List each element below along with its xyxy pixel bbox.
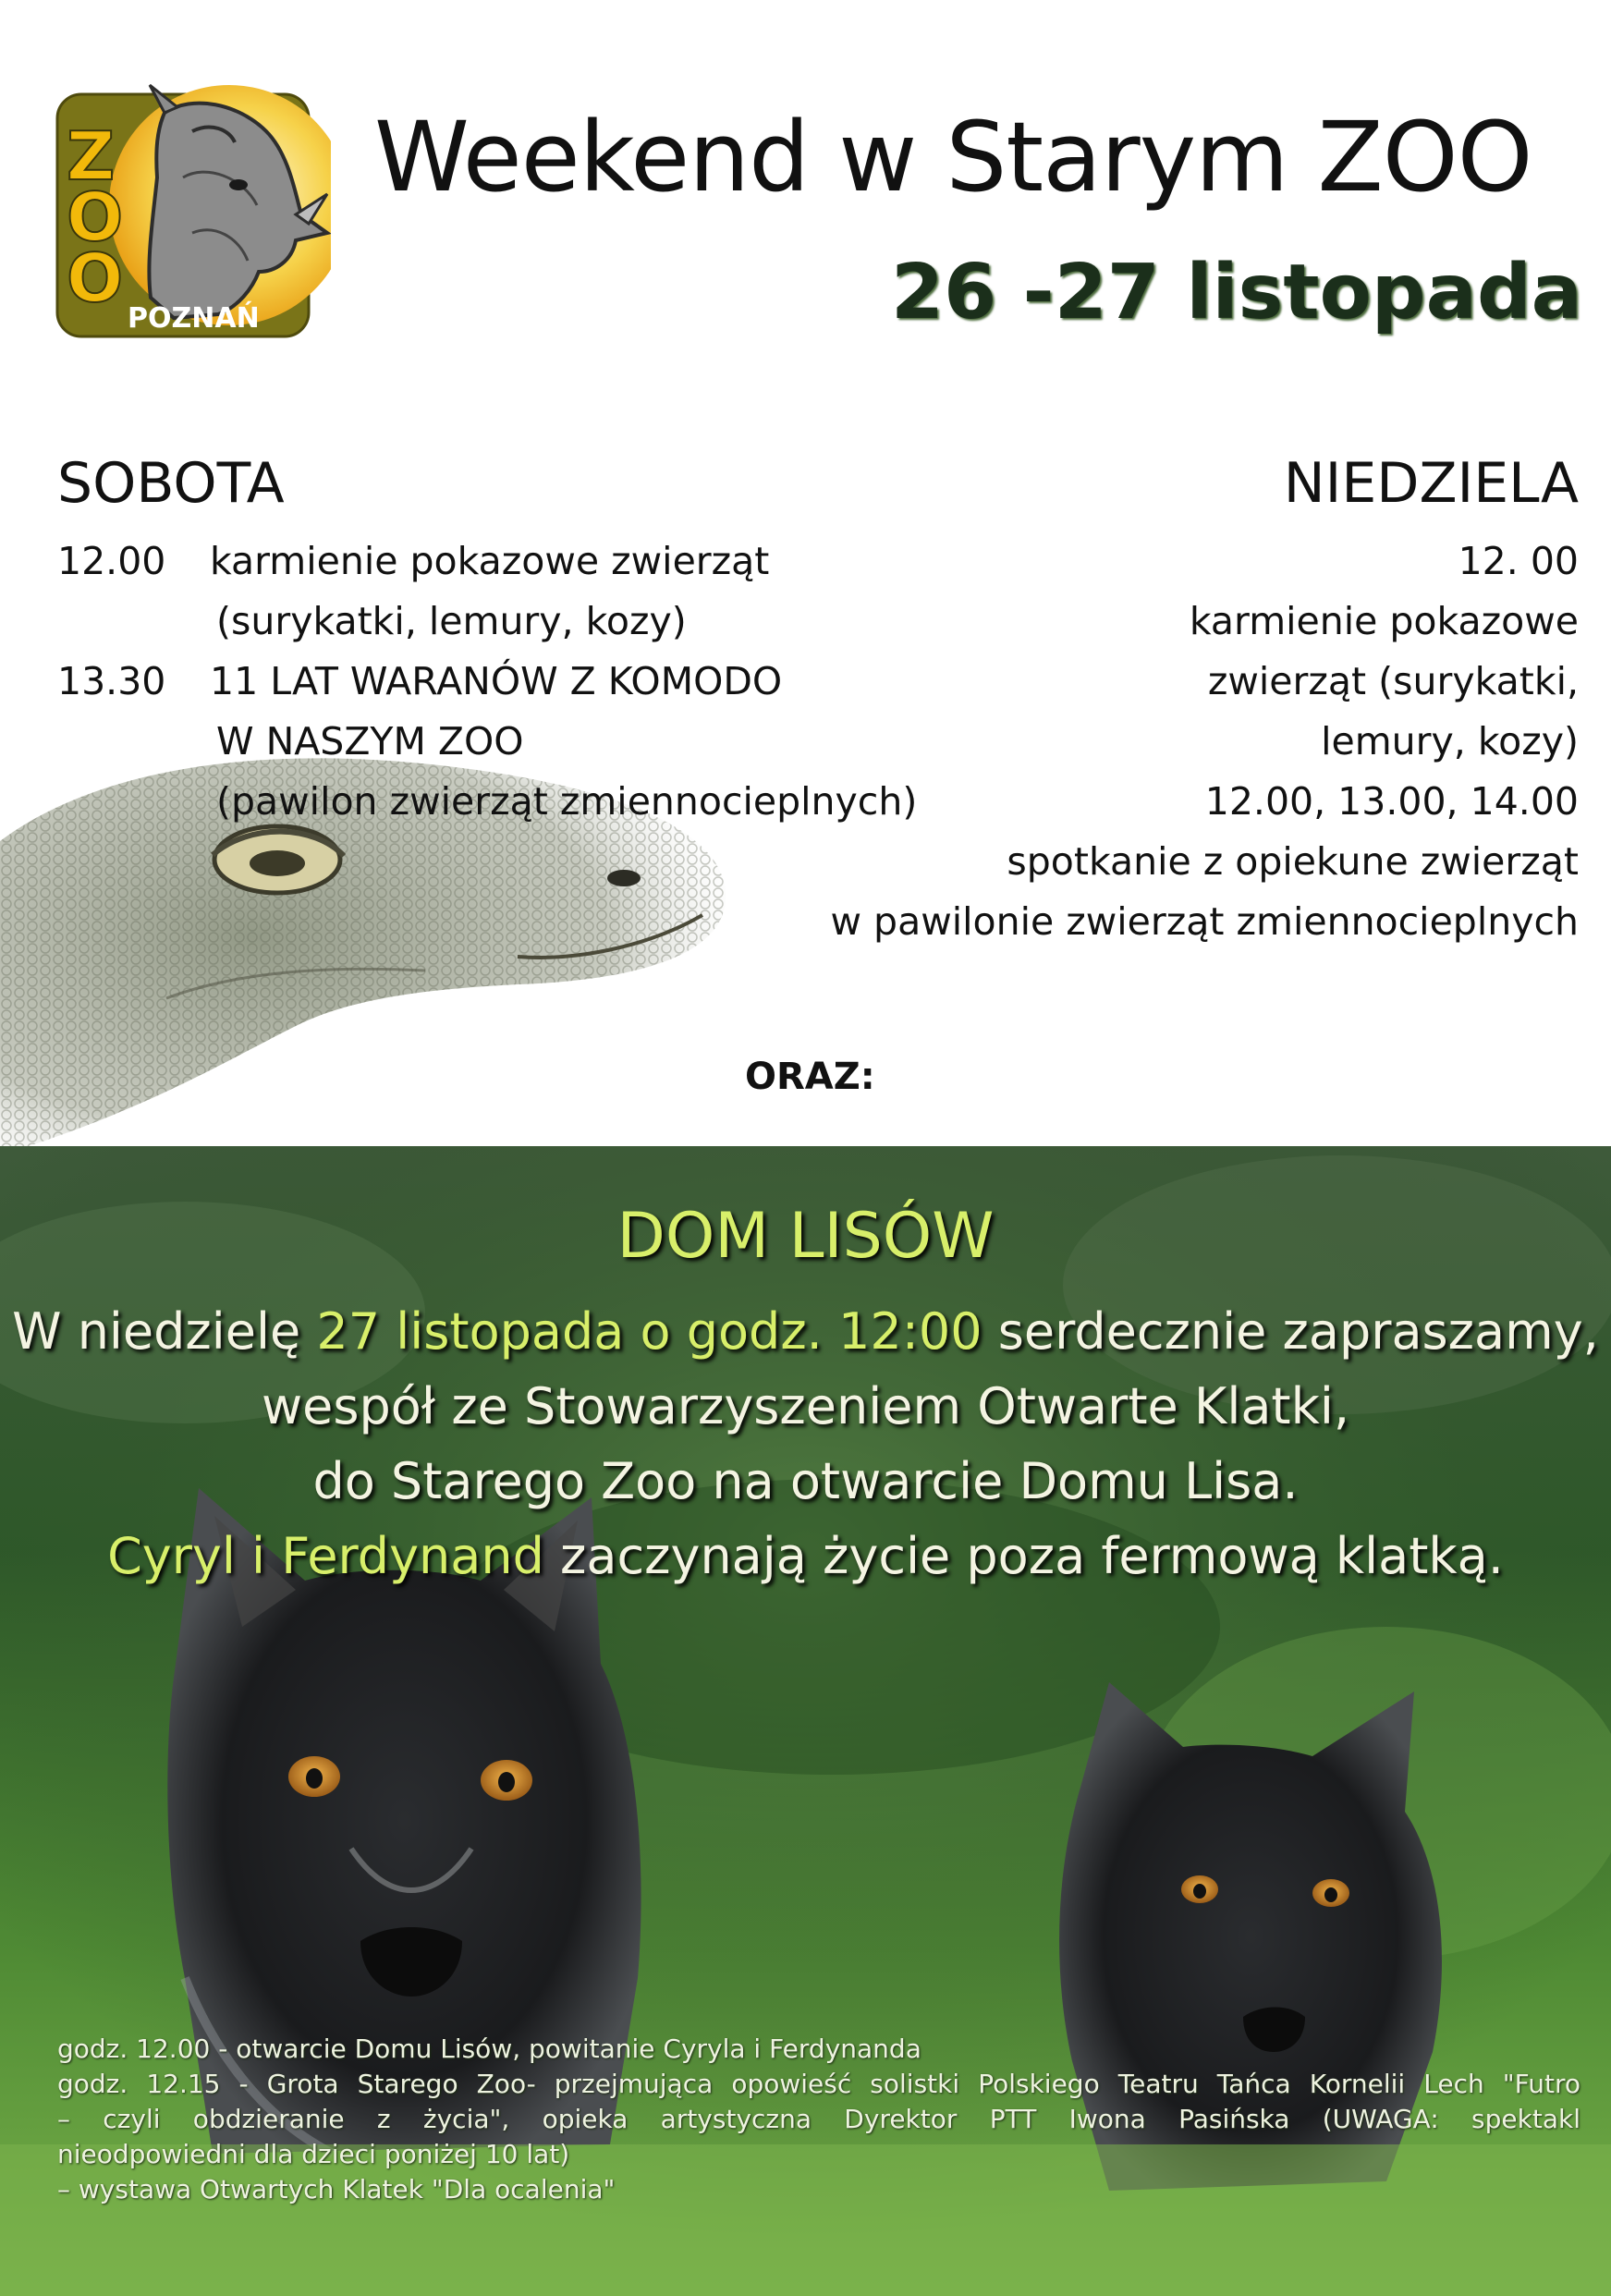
invitation-line-1 [0,1294,1611,1369]
detail-line: – wystawa Otwartych Klatek "Dla ocalenia" [57,2174,616,2204]
event-details [57,2032,1580,2207]
schedule-line: lemury, kozy) [1321,719,1579,763]
detail-line: nieodpowiedni dla dzieci poniżej 10 lat) [57,2139,570,2169]
sunday-heading: NIEDZIELA [1283,451,1579,516]
invitation-line-3: do Starego Zoo na otwarcie Domu Lisa. [312,1452,1299,1510]
detail-line: godz. 12.15 - Grota Starego Zoo- przejmująca opowieść solistki Polskiego Teatru Tańca Kornelii Lech "Futro [57,2069,1580,2099]
fox-house-title: DOM LISÓW [616,1200,995,1273]
event-dates: 26 -27 listopada [891,249,1582,336]
schedule-line: 12.00, 13.00, 14.00 [1204,779,1579,824]
schedule-line: karmienie pokazowe [1189,599,1579,643]
logo-letter-o1: O [67,178,124,256]
schedule-line: spotkanie z opiekune zwierząt [1007,839,1579,884]
invitation-text-part: serdecznie zapraszamy, [982,1302,1599,1361]
schedule-line: zwierząt (surykatki, [1207,659,1579,703]
logo-city: POZNAŃ [128,302,260,335]
schedule-time: 12.00 [57,539,166,583]
schedule-line: 12. 00 [1458,539,1579,583]
schedule-time: 13.30 [57,659,166,703]
invitation-line-2: wespół ze Stowarzyszeniem Otwarte Klatki, [261,1377,1350,1435]
invitation-date-highlight: 27 listopada o godz. 12:00 [316,1302,982,1361]
schedule-desc: 11 LAT WARANÓW Z KOMODO [210,659,783,703]
oraz-label: ORAZ: [745,1056,875,1098]
detail-line: godz. 12.00 - otwarcie Domu Lisów, powitanie Cyryla i Ferdynanda [57,2033,921,2064]
page-title: Weekend w Starym ZOO [374,101,1532,214]
invitation-text [0,1294,1611,1594]
schedule-desc: karmienie pokazowe zwierząt [210,539,770,583]
schedule-line: w pawilonie zwierząt zmiennocieplnych [830,899,1579,944]
logo-letter-o2: O [67,239,124,317]
saturday-heading: SOBOTA [57,451,285,516]
sunday-schedule [747,531,1579,952]
invitation-text-part: zaczynają życie poza fermową klatką. [543,1527,1504,1585]
svg-text:O [67,239,123,317]
zoo-poznan-logo [54,76,331,344]
svg-text:POZNAŃ [128,301,260,335]
logo-letter-z: Z [67,117,116,195]
detail-line: – czyli obdzieranie z życia", opieka artystyczna Dyrektor PTT Iwona Pasińska (UWAGA: spektakl [57,2104,1580,2134]
schedule-desc: (pawilon zwierząt zmiennocieplnych) [216,779,918,824]
invitation-line-4 [0,1519,1611,1594]
schedule-desc: W NASZYM ZOO [216,719,524,763]
invitation-text-part: W niedzielę [12,1302,317,1361]
fox-names-highlight: Cyryl i Ferdynand [107,1527,544,1585]
schedule-desc: (surykatki, lemury, kozy) [216,599,687,643]
